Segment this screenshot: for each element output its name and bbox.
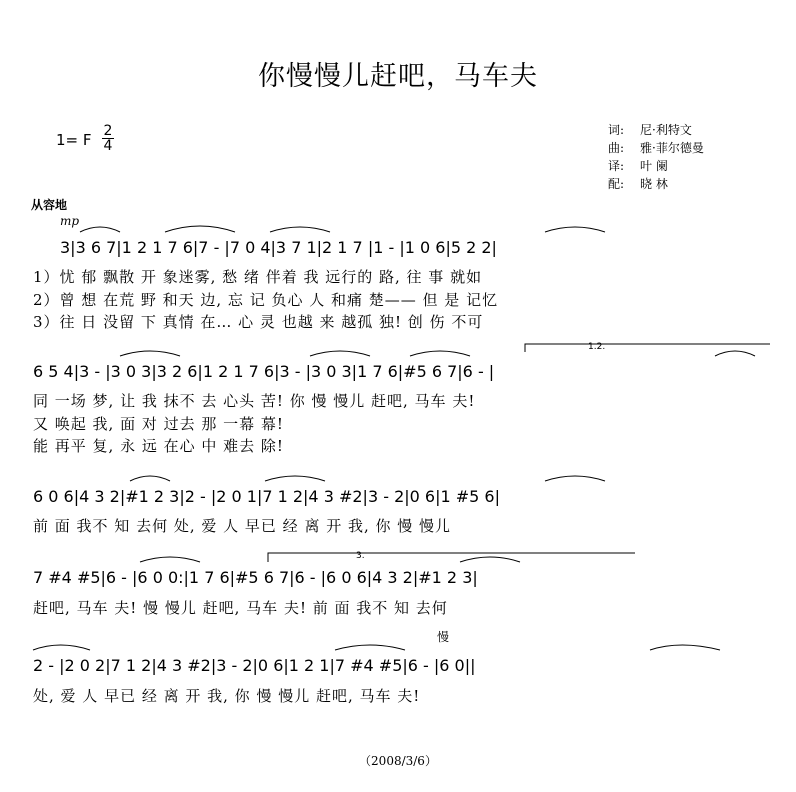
slur xyxy=(120,351,180,356)
slur xyxy=(270,227,330,232)
tempo-marking: 从容地 xyxy=(31,198,68,212)
notation-line-2: 6 5 4|3 - |3 0 3|3 2 6|1 2 1 7 6|3 - |3 0 3|1 7 6|#5 6 7|6 - | xyxy=(33,362,495,381)
lyric-line-4: 赶吧, 马车 夫! 慢 慢儿 赶吧, 马车 夫! 前 面 我不 知 去何 xyxy=(33,599,448,617)
credit-label: 曲: xyxy=(608,141,625,155)
date-stamp: （2008/3/6） xyxy=(359,754,437,768)
slur xyxy=(80,227,120,232)
credit-label: 译: xyxy=(608,159,625,173)
notation-line-5: 2 - |2 0 2|7 1 2|4 3 #2|3 - 2|0 6|1 2 1|7 #4 #5|6 - |6 0|| xyxy=(33,656,476,675)
credit-value: 晓 林 xyxy=(640,177,668,191)
credit-value: 叶 阑 xyxy=(640,159,668,173)
slur xyxy=(410,351,470,356)
slur xyxy=(545,227,605,232)
volta-label-1-2: 1.2. xyxy=(588,342,606,352)
notation-line-4: 7 #4 #5|6 - |6 0 0:|1 7 6|#5 6 7|6 - |6 0 6|4 3 2|#1 2 3| xyxy=(33,568,478,587)
lyric-line-3: 前 面 我不 知 去何 处, 爱 人 早已 经 离 开 我, 你 慢 慢儿 xyxy=(33,517,452,535)
credit-label: 词: xyxy=(608,123,625,137)
key-signature: 1= F xyxy=(56,131,92,149)
slur xyxy=(545,476,605,481)
slur xyxy=(165,226,235,232)
credit-value: 雅·菲尔德曼 xyxy=(640,141,704,155)
notation-line-3: 6 0 6|4 3 2|#1 2 3|2 - |2 0 1|7 1 2|4 3 #2|3 - 2|0 6|1 #5 6| xyxy=(33,487,500,506)
slur xyxy=(715,351,755,356)
time-top: 2 xyxy=(103,123,113,139)
lyric-line-1-verse-2: 2）曾 想 在荒 野 和天 边, 忘 记 负心 人 和痛 楚—— 但 是 记忆 xyxy=(33,291,499,309)
dynamic-marking: mp xyxy=(60,214,80,228)
slur xyxy=(140,557,200,562)
volta-label-3: 3. xyxy=(356,551,365,561)
time-bottom: 4 xyxy=(103,138,113,154)
lyric-line-5: 处, 爱 人 早已 经 离 开 我, 你 慢 慢儿 赶吧, 马车 夫! xyxy=(33,687,421,705)
slur xyxy=(310,351,370,356)
slur xyxy=(130,476,170,481)
notation-line-1: 3|3 6 7|1 2 1 7 6|7 - |7 0 4|3 7 1|2 1 7 |1 - |1 0 6|5 2 2| xyxy=(60,238,497,257)
slow-marking: 慢 xyxy=(437,630,450,644)
slur xyxy=(335,645,405,650)
lyric-line-1-verse-3: 3）往 日 没留 下 真情 在… 心 灵 也越 来 越孤 独! 创 伤 不可 xyxy=(33,313,484,331)
lyric-line-1-verse-1: 1）忧 郁 飘散 开 象迷雾, 愁 绪 伴着 我 远行的 路, 往 事 就如 xyxy=(33,268,483,286)
song-title: 你慢慢儿赶吧，马车夫 xyxy=(258,61,538,92)
lyric-line-2-verse-3: 能 再平 复, 永 远 在心 中 难去 除! xyxy=(33,437,284,455)
credit-label: 配: xyxy=(608,177,625,191)
lyric-line-2-verse-2: 又 唤起 我, 面 对 过去 那 一幕 幕! xyxy=(33,415,284,433)
credit-value: 尼·利特文 xyxy=(640,123,692,137)
volta-bracket xyxy=(268,553,635,562)
slur xyxy=(650,645,720,650)
slur xyxy=(265,476,325,481)
slur xyxy=(33,645,90,650)
slur xyxy=(460,557,520,562)
lyric-line-2-verse-1: 同 一场 梦, 让 我 抹不 去 心头 苦! 你 慢 慢儿 赶吧, 马车 夫! xyxy=(33,392,476,410)
